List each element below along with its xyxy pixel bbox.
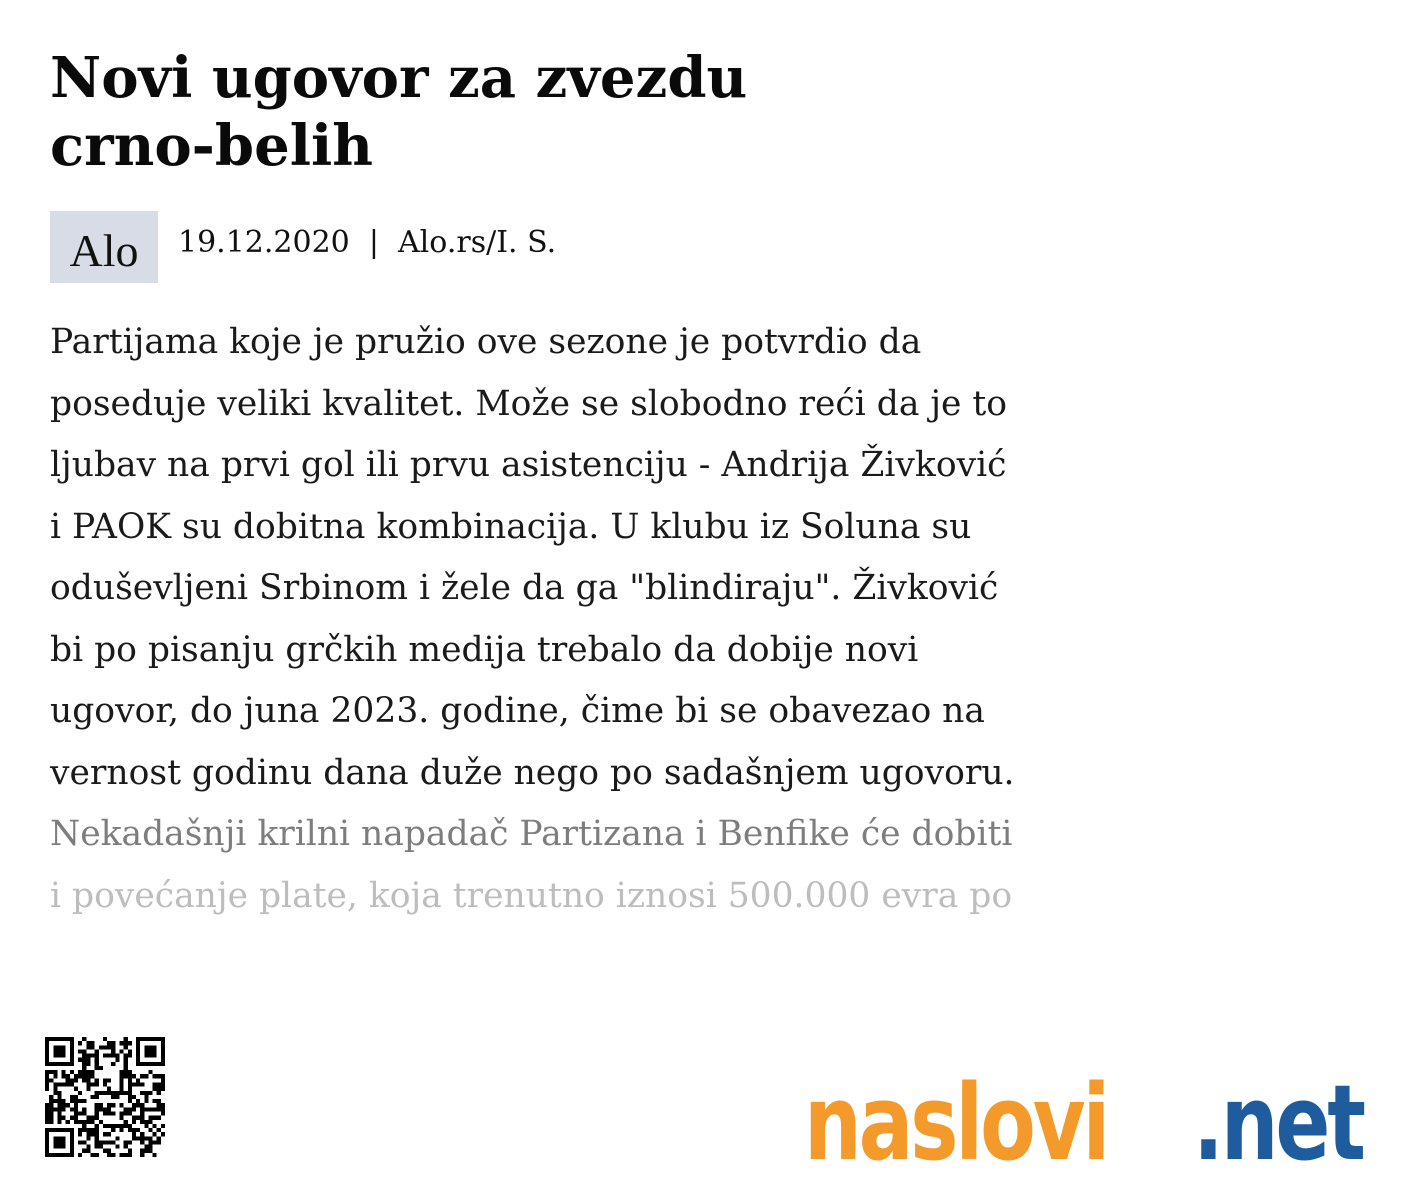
body-line: Partijama koje je pružio ove sezone je potvrdio da <box>50 322 922 362</box>
qr-code-icon[interactable] <box>45 1037 165 1157</box>
title-line: Novi ugovor za zvezdu <box>50 45 748 111</box>
logo-text-orange: naslovi <box>804 1062 1108 1184</box>
article-title <box>50 44 1050 180</box>
body-line-faded: Nekadašnji krilni napadač Partizana i Benfike će dobiti <box>50 814 1013 854</box>
body-line: poseduje veliki kvalitet. Može se slobodno reći da je to <box>50 383 1008 424</box>
article-meta <box>50 211 556 283</box>
body-line: bi po pisanju grčkih medija trebalo da dobije novi <box>50 629 919 670</box>
title-line: crno-belih <box>50 113 373 179</box>
date-author: 19.12.2020 | Alo.rs/I. S. <box>178 225 557 260</box>
body-line-faded: i povećanje plate, koja trenutno iznosi 500.000 evra po <box>50 875 1013 916</box>
body-line: ugovor, do juna 2023. godine, čime bi se obavezao na <box>50 691 985 731</box>
body-line: vernost godinu dana duže nego po sadašnjem ugovoru. <box>50 752 1015 793</box>
body-line: ljubav na prvi gol ili prvu asistenciju - Andrija Živković <box>50 445 1007 485</box>
body-line: oduševljeni Srbinom i žele da ga "blindiraju". Živković <box>50 568 999 608</box>
source-badge: Alo <box>50 211 158 283</box>
body-line: i PAOK su dobitna kombinacija. U klubu iz Soluna su <box>50 506 972 547</box>
naslovi-logo[interactable] <box>804 1045 1410 1184</box>
logo-text-blue: .net <box>1192 1062 1363 1184</box>
article-body <box>50 312 1150 927</box>
